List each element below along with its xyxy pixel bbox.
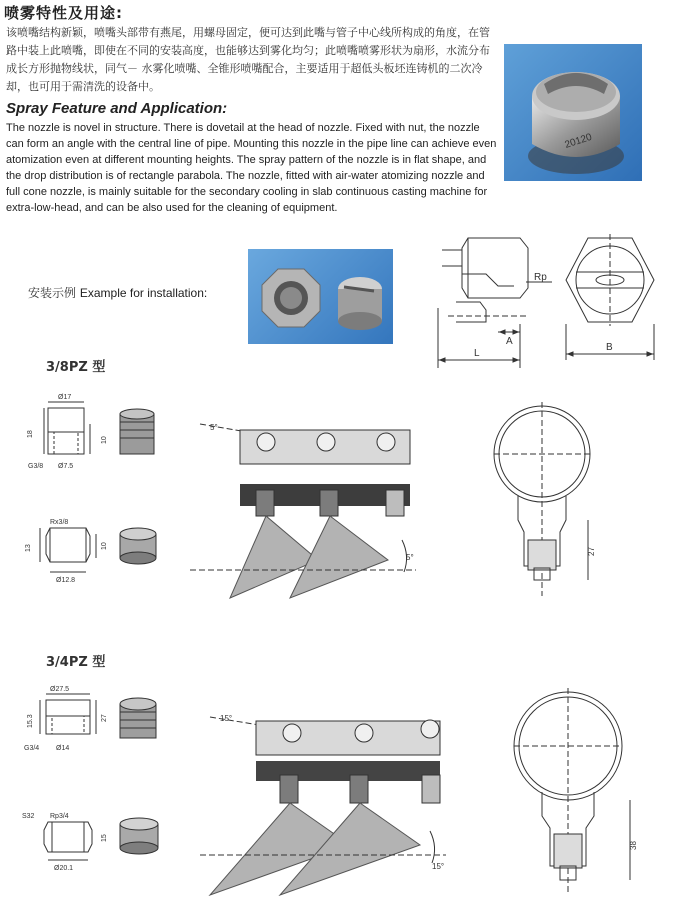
- angle-bottom-34pz: 15°: [432, 862, 445, 871]
- en-paragraph: The nozzle is novel in structure. There is dovetail at the head of nozzle. Fixed with nut, the nozzle can form an angle with the central line of pipe. Mounting this nozzle in the pipe line can achieve even atomization even at different mounting heights. The spray pattern of the nozzle is in flat shape, and the drop distribution is of rectangle parabola. The nozzle, fitted with air-water atomizing nozzle and full cone nozzle, is mainly suitable for the secondary cooling in slab continuous casting machine for extra-low-head, and can be also used for the cleaning of equipment.: [6, 122, 497, 214]
- cn-section-title: 喷雾特性及用途:: [4, 4, 123, 22]
- dim-h10b: 10: [101, 542, 108, 550]
- model-34pz-spray-illustration: [200, 705, 450, 905]
- model-title-34pz: 3/4PZ 型: [46, 655, 106, 670]
- dim-h13: 13: [25, 544, 32, 552]
- dim-rp34: Rp3/4: [50, 813, 69, 820]
- en-description: [6, 120, 498, 216]
- dim-d201: Ø20.1: [54, 865, 74, 872]
- model-38pz-pipe-section: [488, 400, 618, 600]
- cn-paragraph: 该喷嘴结构新颖，喷嘴头部带有燕尾，用螺母固定，便可达到此嘴与管子中心线所构成的角度，在管路中装上此喷嘴，即使在不同的安装高度，也能够达到雾化均匀；此喷嘴喷雾形状为扇形，水流分布成长方形抛物线状，同气－ 水雾化喷嘴、全锥形喷嘴配合，主要适用于超低头板坯连铸机的二次冷却，也可用于需清洗的设备中。: [6, 26, 490, 93]
- model-38pz-dimension-drawings: [10, 388, 180, 588]
- dim-27: 27: [587, 547, 596, 556]
- dim-38: 38: [629, 841, 638, 850]
- nozzle-photo: [504, 44, 642, 181]
- nozzle-photo-graphic: [504, 44, 642, 181]
- dim-h10: 10: [101, 436, 108, 444]
- dim-rx38: Rx3/8: [50, 519, 69, 526]
- dim-s32: S32: [22, 813, 35, 820]
- model-34pz-dimension-drawings: [10, 682, 180, 882]
- angle-top-34pz: 15°: [220, 714, 233, 723]
- dim-a-label: A: [506, 336, 513, 347]
- dim-g34: G3/4: [24, 745, 40, 752]
- dim-d128: Ø12.8: [56, 577, 76, 584]
- dim-d275: Ø27.5: [50, 686, 70, 693]
- dim-d17: Ø17: [58, 394, 72, 401]
- dim-b-label: B: [606, 342, 613, 353]
- dim-g38: G3/8: [28, 463, 44, 470]
- en-section-title: Spray Feature and Application:: [6, 100, 228, 117]
- model-38pz-spray-illustration: [190, 410, 420, 600]
- installation-photo-graphic: [248, 249, 393, 344]
- dim-rp-label: Rp: [534, 272, 547, 283]
- model-34pz-pipe-section: [512, 680, 652, 900]
- dim-h153: 15.3: [27, 714, 34, 728]
- installation-label: [28, 284, 207, 301]
- dim-h15: 15: [101, 834, 108, 842]
- dim-h27: 27: [101, 714, 108, 722]
- angle-top-38pz: 5°: [210, 423, 218, 432]
- angle-bottom-38pz: 5°: [406, 553, 414, 562]
- installation-photo: [248, 249, 393, 344]
- dim-d75: Ø7.5: [58, 463, 74, 470]
- installation-label-cn: 安装示例: [28, 286, 77, 300]
- dim-l-label: L: [474, 348, 480, 359]
- photo-stamp-text: 20120: [563, 131, 594, 151]
- cn-description: [6, 24, 498, 96]
- dim-d14: Ø14: [56, 745, 70, 752]
- installation-technical-drawing: [428, 228, 673, 378]
- model-title-38pz: 3/8PZ 型: [46, 360, 106, 375]
- installation-label-en: Example for installation:: [79, 286, 208, 300]
- dim-h18: 18: [27, 430, 34, 438]
